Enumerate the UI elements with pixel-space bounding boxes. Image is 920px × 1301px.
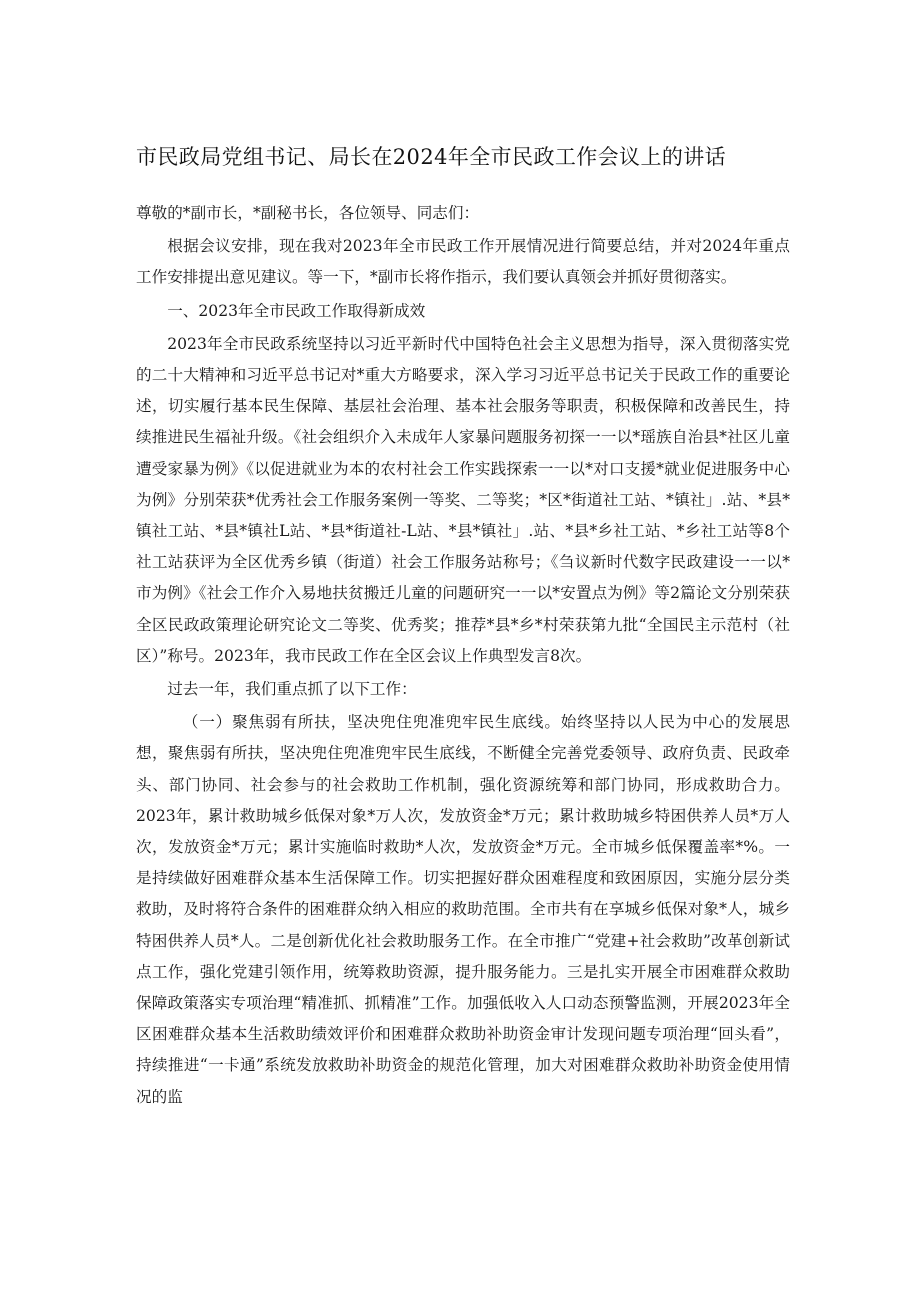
paragraph-section1: 2023年全市民政系统坚持以习近平新时代中国特色社会主义思想为指导，深入贯彻落实党的二十大精神和习近平总书记对*重大方略要求，深入学习习近平总书记关于民政工作的重要论述，切实履行基本民生保障、基层社会治理、基本社会服务等职责，积极保障和改善民生，持续推进民生福祉升级。《社会组织介入未成年人家暴问题服务初探一一以*瑶族自治县*社区儿童遭受家暴为例》《以促进就业为本的农村社会工作实践探索一一以*对口支援*就业促进服务中心为例》分别荣获*优秀社会工作服务案例一等奖、二等奖；*区*街道社工站、*镇社」.站、*县*镇社工站、*县*镇社L站、*县*街道社-L站、*县*镇社」.站、*县*乡社工站、*乡社工站等8个社工站获评为全区优秀乡镇（街道）社会工作服务站称号；《刍议新时代数字民政建设一一以*市为例》《社会工作介入易地扶贫搬迁儿童的问题研究一一以*安置点为例》等2篇论文分别荣获全区民政政策理论研究论文二等奖、优秀奖；推荐*县*乡*村荣获第九批“全国民主示范村（社区）”称号。2023年，我市民政工作在全区会议上作典型发言8次。	[136, 334, 790, 665]
paragraph-intro: 根据会议安排，现在我对2023年全市民政工作开展情况进行简要总结，并对2024年重点工作安排提出意见建议。等一下，*副市长将作指示，我们要认真领会并抓好贯彻落实。	[136, 237, 790, 287]
document-body	[136, 198, 790, 1115]
paragraph-past-year: 过去一年，我们重点抓了以下工作：	[167, 680, 417, 699]
salutation: 尊敬的*副市长，*副秘书长，各位领导、同志们：	[136, 204, 480, 222]
section-heading: 一、2023年全市民政工作取得新成效	[167, 301, 426, 320]
document-title: 市民政局党组书记、局长在2024年全市民政工作会议上的讲话	[136, 145, 727, 169]
paragraph-item1: （一）聚焦弱有所扶，坚决兜住兜准兜牢民生底线。始终坚持以人民为中心的发展思想，聚焦弱有所扶，坚决兜住兜准兜牢民生底线，不断健全完善党委领导、政府负责、民政牵头、部门协同、社会参与的社会救助工作机制，强化资源统筹和部门协同，形成救助合力。2023年，累计救助城乡低保对象*万人次，发放资金*万元；累计救助城乡特困供养人员*万人次，发放资金*万元；累计实施临时救助*人次，发放资金*万元。全市城乡低保覆盖率*%。一是持续做好困难群众基本生活保障工作。切实把握好群众困难程度和致困原因，实施分层分类救助，及时将符合条件的困难群众纳入相应的救助范围。全市共有在享城乡低保对象*人，城乡特困供养人员*人。二是创新优化社会救助服务工作。在全市推广“党建+社会救助”改革创新试点工作，强化党建引领作用，统筹救助资源，提升服务能力。三是扎实开展全市困难群众救助保障政策落实专项治理“精准抓、抓精准”工作。加强低收入人口动态预警监测，开展2023年全区困难群众基本生活救助绩效评价和困难群众救助补助资金审计发现问题专项治理“回头看”，持续推进“一卡通”系统发放救助补助资金的规范化管理，加大对困难群众救助补助资金使用情况的监	[136, 713, 790, 1106]
